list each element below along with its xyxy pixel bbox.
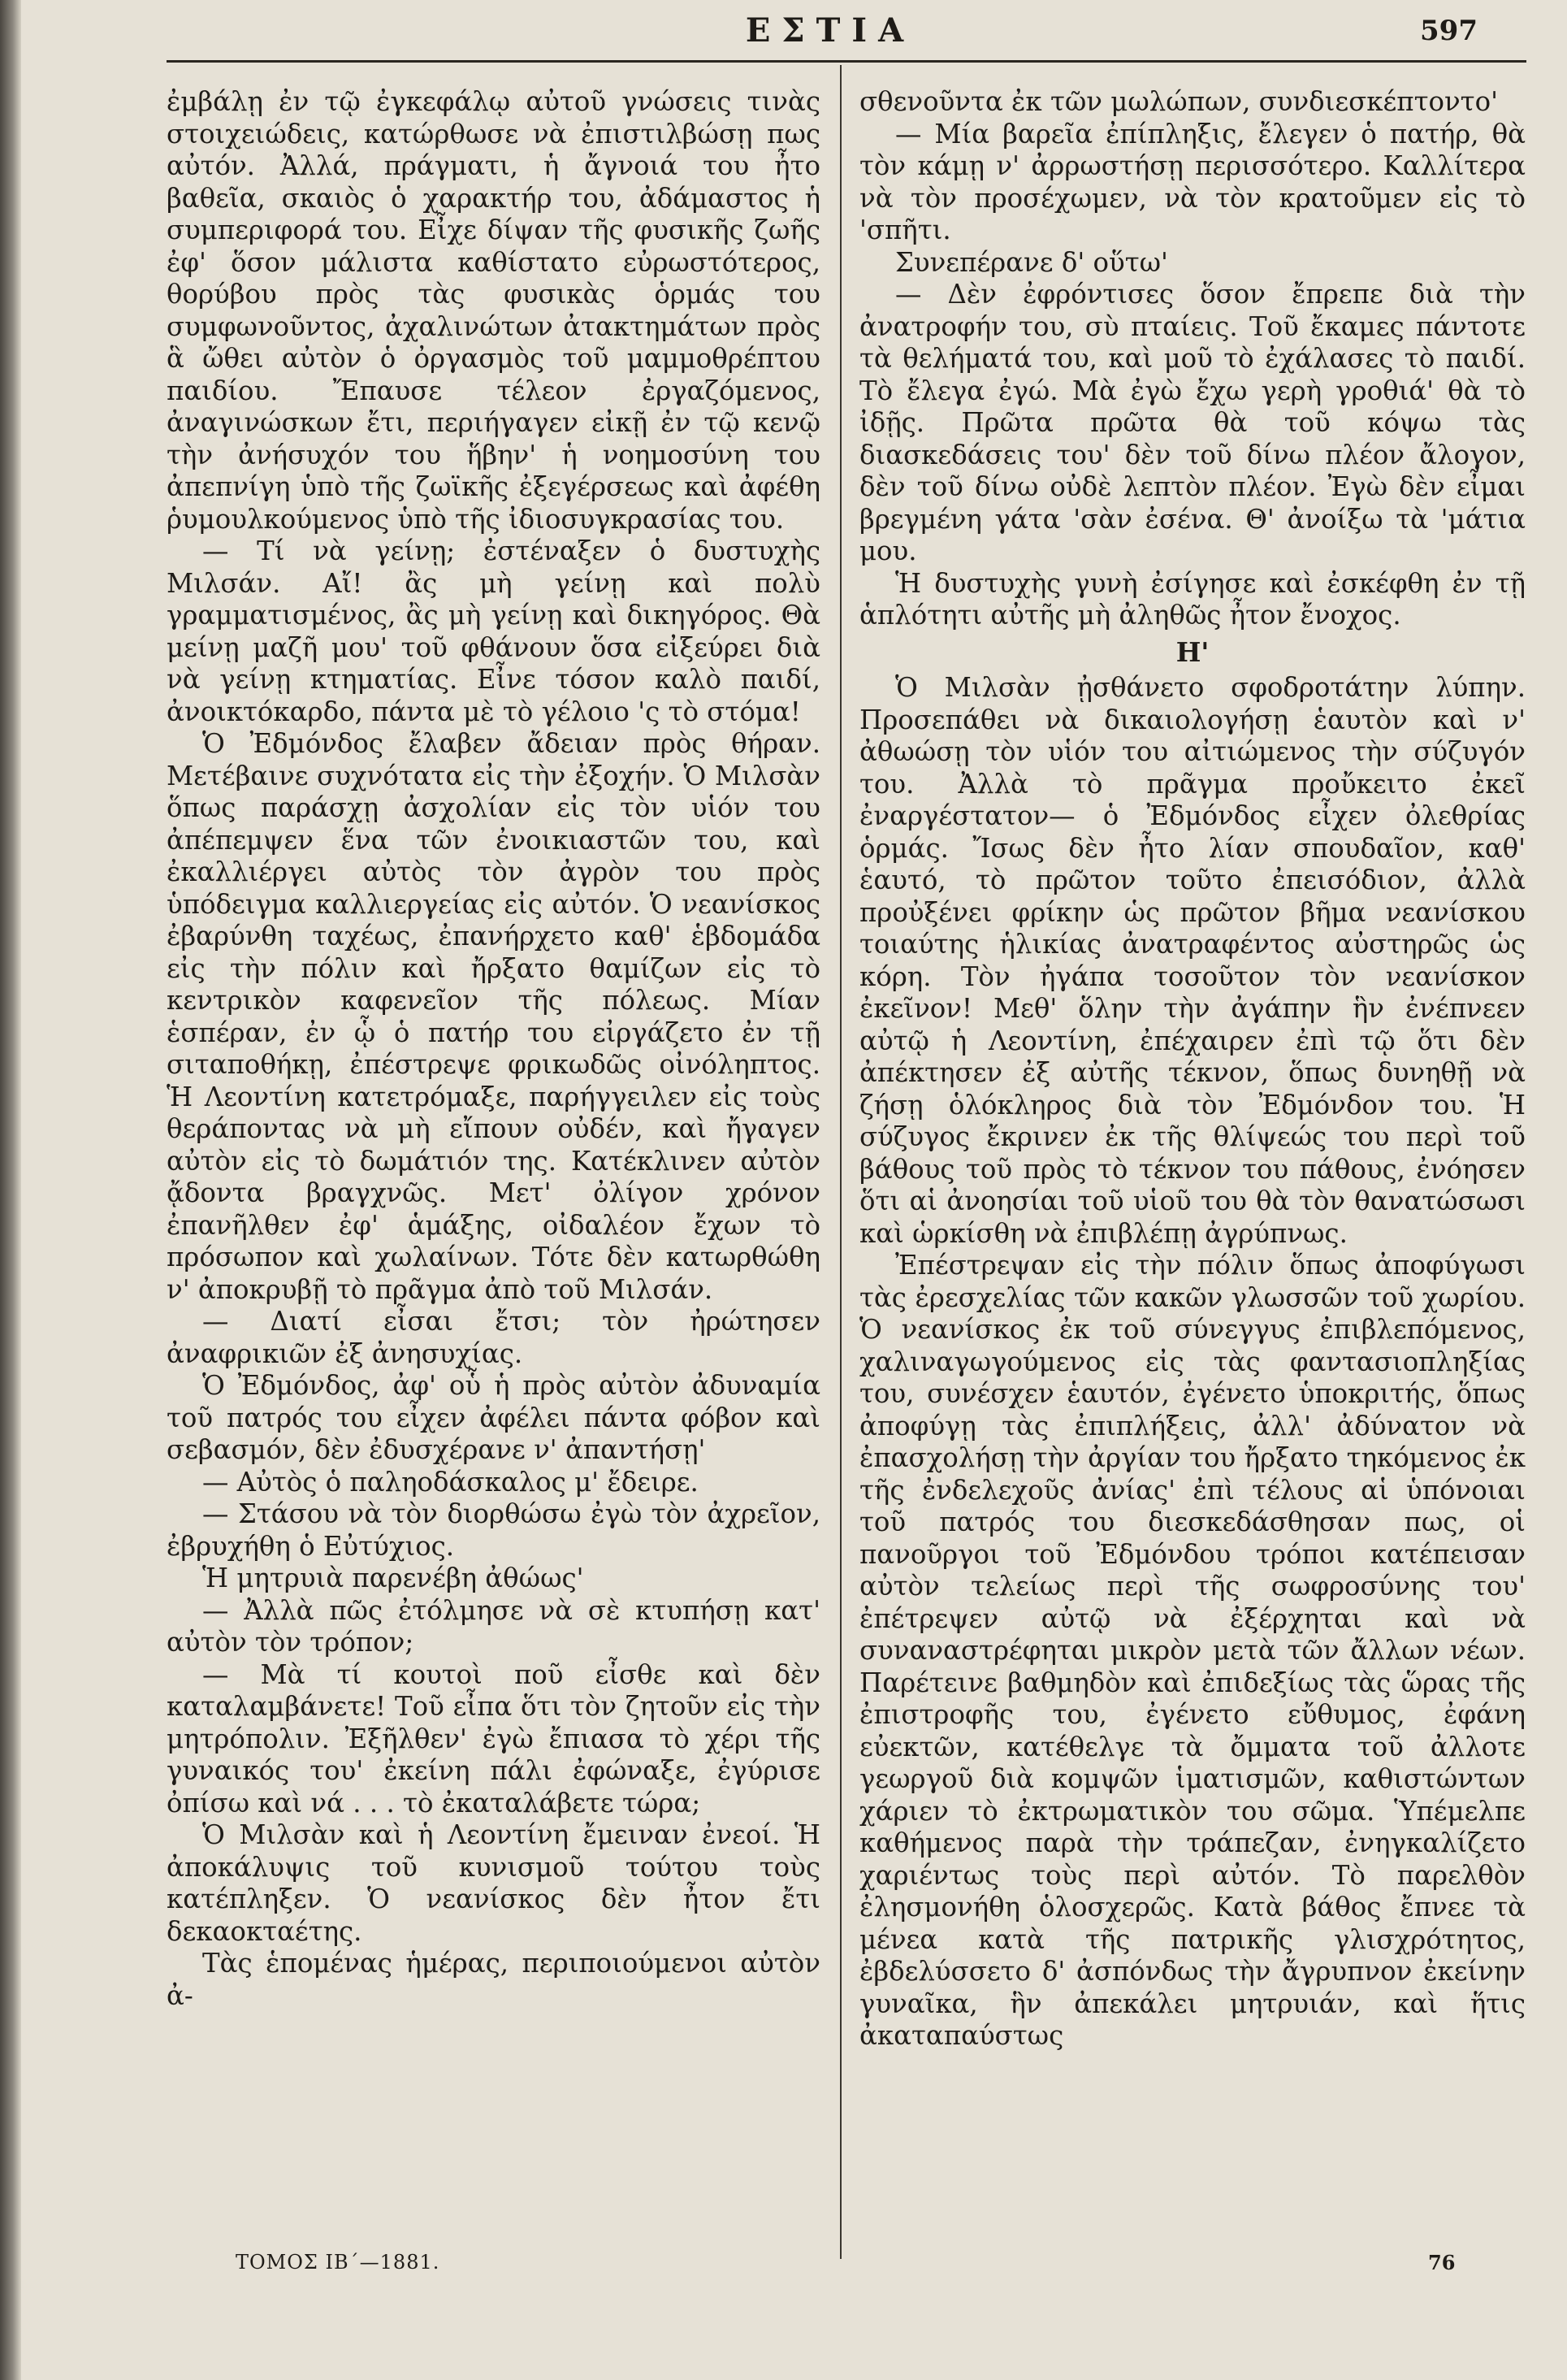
paragraph: — Μία βαρεῖα ἐπίπληξις, ἔλεγεν ὁ πατήρ, θὰ τὸν κάμῃ ν' ἀρρωστήσῃ περισσότερο. Καλλίτερα νὰ τὸν προσέχωμεν, νὰ τὸν κρατοῦμεν εἰς τὸ 'σπῆτι. (859, 118, 1526, 245)
paragraph: — Μὰ τί κουτοὶ ποῦ εἶσθε καὶ δὲν καταλαμβάνετε! Τοῦ εἶπα ὅτι τὸν ζητοῦν εἰς τὴν μητρόπολιν. Ἐξῆλθεν' ἐγὼ ἔπιασα τὸ χέρι τῆς γυναικός του' ἐκείνη πάλι ἐφώναξε, ἐγύρισε ὀπίσω καὶ νά . . . τὸ ἐκαταλάβετε τώρα; (167, 1658, 820, 1819)
paragraph: — Διατί εἶσαι ἔτσι; τὸν ἠρώτησεν ἀναφρικιῶν ἐξ ἀνησυχίας. (167, 1306, 820, 1369)
page-header (167, 11, 1494, 60)
volume-footer: ΤΟΜΟΣ ΙΒ΄—1881. (236, 2251, 440, 2274)
page-number: 597 (1420, 15, 1478, 47)
journal-title: ΕΣΤΙΑ (745, 11, 916, 50)
column-divider (840, 65, 842, 2259)
page-binding-edge (0, 0, 21, 2380)
left-column (167, 86, 820, 2012)
signature-mark: 76 (1428, 2251, 1456, 2274)
paragraph: ἐμβάλῃ ἐν τῷ ἐγκεφάλῳ αὐτοῦ γνώσεις τινὰς στοιχειώδεις, κατώρθωσε νὰ ἐπιστιλβώσῃ πως αὐτόν. Ἀλλά, πράγματι, ἡ ἄγνοιά του ἦτο βαθεῖα, σκαιὸς ὁ χαρακτήρ του, ἀδάμαστος ἡ συμπεριφορά του. Εἶχε δίψαν τῆς φυσικῆς ζωῆς ἐφ' ὅσον μάλιστα καθίστατο εὐρωστότερος, θορύβου πρὸς τὰς φυσικὰς ὁρμάς του συμφωνοῦντος, ἀχαλινώτων ἀτακτημάτων πρὸς ἃ ὤθει αὐτὸν ὁ ὀργασμὸς τοῦ μαμμοθρέπτου παιδίου. Ἔπαυσε τέλεον ἐργαζόμενος, ἀναγινώσκων ἔτι, περιήγαγεν εἰκῇ ἐν τῷ κενῷ τὴν ἀνήσυχόν του ἥβην' ἡ νοημοσύνη του ἀπεπνίγη ὑπὸ τῆς ζωϊκῆς ἐξεγέρσεως καὶ ἀφέθη ῥυμουλκούμενος ὑπὸ τῆς ἰδιοσυγκρασίας του. (167, 86, 820, 535)
paragraph: Ὁ Μιλσὰν ᾐσθάνετο σφοδροτάτην λύπην. Προσεπάθει νὰ δικαιολογήσῃ ἑαυτὸν καὶ ν' ἀθωώσῃ τὸν υἱόν του αἰτιώμενος τὴν σύζυγόν του. Ἀλλὰ τὸ πρᾶγμα προὔκειτο ἐκεῖ ἐναργέστατον— ὁ Ἐδμόνδος εἶχεν ὀλεθρίας ὁρμάς. Ἴσως δὲν ἦτο λίαν σπουδαῖον, καθ' ἑαυτό, τὸ πρῶτον τοῦτο ἐπεισόδιον, ἀλλὰ προὐξένει φρίκην ὡς πρῶτον βῆμα νεανίσκου τοιαύτης ἡλικίας ἀνατραφέντος αὐστηρῶς ὡς κόρη. Τὸν ἠγάπα τοσοῦτον τὸν νεανίσκον ἐκεῖνον! Μεθ' ὅλην τὴν ἀγάπην ἣν ἐνέπνεεν αὐτῷ ἡ Λεοντίνη, ἐπέχαιρεν ἐπὶ τῷ ὅτι δὲν ἀπέκτησεν ἐξ αὐτῆς τέκνον, ὅπως δυνηθῇ νὰ ζήσῃ ὁλόκληρος διὰ τὸν Ἐδμόνδον του. Ἡ σύζυγος ἔκρινεν ἐκ τῆς θλίψεώς του περὶ τοῦ βάθους τοῦ πρὸς τὸ τέκνον του πάθους, ἐνόησεν ὅτι αἱ ἀνοησίαι τοῦ υἱοῦ του θὰ τὸν θανατώσωσι καὶ ὡρκίσθη νὰ ἐπιβλέπῃ ἀγρύπνως. (859, 672, 1526, 1249)
header-rule (167, 60, 1526, 63)
paragraph: — Ἀλλὰ πῶς ἐτόλμησε νὰ σὲ κτυπήσῃ κατ' αὐτὸν τὸν τρόπον; (167, 1594, 820, 1658)
paragraph: — Δὲν ἐφρόντισες ὅσον ἔπρεπε διὰ τὴν ἀνατροφήν του, σὺ πταίεις. Τοῦ ἔκαμες πάντοτε τὰ θελήματά του, καὶ μοῦ τὸ ἐχάλασες τὸ παιδί. Τὸ ἔλεγα ἐγώ. Μὰ ἐγὼ ἔχω γερὴ γροθιά' θὰ τὸ ἰδῇς. Πρῶτα πρῶτα θὰ τοῦ κόψω τὰς διασκεδάσεις του' δὲν τοῦ δίνω πλέον ἄλογον, δὲν τοῦ δίνω οὐδὲ λεπτὸν πλέον. Ἐγὼ δὲν εἶμαι βρεγμένη γάτα 'σὰν ἐσένα. Θ' ἀνοίξω τὰ 'μάτια μου. (859, 279, 1526, 566)
paragraph: Ὁ Ἐδμόνδος, ἀφ' οὗ ἡ πρὸς αὐτὸν ἀδυναμία τοῦ πατρός του εἶχεν ἀφέλει πάντα φόβον καὶ σεβασμόν, δὲν ἐδυσχέρανε ν' ἀπαντήσῃ' (167, 1370, 820, 1465)
right-column (859, 86, 1526, 2053)
paragraph: — Τί νὰ γείνῃ; ἐστέναξεν ὁ δυστυχὴς Μιλσάν. Αἴ! ἂς μὴ γείνῃ καὶ πολὺ γραμματισμένος, ἂς μὴ γείνῃ καὶ δικηγόρος. Θὰ μείνῃ μαζῆ μου' τοῦ φθάνουν ὅσα εἰξεύρει διὰ νὰ γείνῃ κτηματίας. Εἶνε τόσον καλὸ παιδί, ἀνοικτόκαρδο, πάντα μὲ τὸ γέλοιο 'ς τὸ στόμα! (167, 535, 820, 727)
paragraph: Ἐπέστρεψαν εἰς τὴν πόλιν ὅπως ἀποφύγωσι τὰς ἐρεσχελίας τῶν κακῶν γλωσσῶν τοῦ χωρίου. Ὁ νεανίσκος ἐκ τοῦ σύνεγγυς ἐπιβλεπόμενος, χαλιναγωγούμενος εἰς τὰς φαντασιοπληξίας του, συνέσχεν ἑαυτόν, ἐγένετο ὑποκριτής, ὅπως ἀποφύγῃ τὰς ἐπιπλήξεις, ἀλλ' ἀδύνατον νὰ ἐπασχολήσῃ τὴν ἀργίαν του ἤρξατο τηκόμενος ἐκ τῆς ἐνδελεχοῦς ἀνίας' ἐπὶ τέλους αἱ ὑπόνοιαι τοῦ πατρός του διεσκεδάσθησαν πως, οἱ πανοῦργοι τοῦ Ἐδμόνδου τρόποι κατέπεισαν αὐτὸν τελείως περὶ τῆς σωφροσύνης του' ἐπέτρεψεν αὐτῷ νὰ ἐξέρχηται καὶ νὰ συναναστρέφηται μικρὸν μετὰ τῶν ἄλλων νέων. Παρέτεινε βαθμηδὸν καὶ ἐπιδεξίως τὰς ὥρας τῆς ἐπιστροφῆς του, ἐγένετο εὔθυμος, ἐφάνη εὐεκτῶν, κατέθελγε τὰ ὄμματα τοῦ ἀλλοτε γεωργοῦ διὰ κομψῶν ἱματισμῶν, καθιστώντων χάριεν τὸ ἐκτρωματικὸν του σῶμα. Ὑπέμελπε καθήμενος παρὰ τὴν τράπεζαν, ἐνηγκαλίζετο χαριέντως τοὺς περὶ αὐτόν. Τὸ παρελθὸν ἐλησμονήθη ὁλοσχερῶς. Κατὰ βάθος ἔπνεε τὰ μένεα κατὰ τῆς πατρικῆς γλισχρότητος, ἐβδελύσσετο δ' ἀσπόνδως τὴν ἄγρυπνον ἐκείνην γυναῖκα, ἣν ἀπεκάλει μητρυιάν, καὶ ἥτις ἀκαταπαύστως (859, 1250, 1526, 2051)
paragraph: — Αὐτὸς ὁ παληοδάσκαλος μ' ἔδειρε. (202, 1466, 699, 1498)
paragraph: Ὁ Ἐδμόνδος ἔλαβεν ἄδειαν πρὸς θήραν. Μετέβαινε συχνότατα εἰς τὴν ἐξοχήν. Ὁ Μιλσὰν ὅπως παράσχῃ ἀσχολίαν εἰς τὸν υἱόν του ἀπέπεμψεν ἕνα τῶν ἐνοικιαστῶν του, καὶ ἐκαλλιέργει αὐτὸς τὸν ἀγρὸν του πρὸς ὑπόδειγμα καλλιεργείας εἰς αὐτόν. Ὁ νεανίσκος ἐβαρύνθη ταχέως, ἐπανήρχετο καθ' ἑβδομάδα εἰς τὴν πόλιν καὶ ἤρξατο θαμίζων εἰς τὸ κεντρικὸν καφενεῖον τῆς πόλεως. Μίαν ἑσπέραν, ἐν ᾧ ὁ πατήρ του εἰργάζετο ἐν τῇ σιταποθήκῃ, ἐπέστρεψε φρικωδῶς οἰνόληπτος. Ἡ Λεοντίνη κατετρόμαξε, παρήγγειλεν εἰς τοὺς θεράποντας νὰ μὴ εἴπουν οὐδέν, καὶ ἤγαγεν αὐτὸν εἰς τὸ δωμάτιόν της. Κατέκλινεν αὐτὸν ᾄδοντα βραγχνῶς. Μετ' ὀλίγον χρόνον ἐπανῆλθεν ἐφ' ἁμάξης, οἰδαλέον ἔχων τὸ πρόσωπον καὶ χωλαίνων. Τότε δὲν κατωρθώθη ν' ἀποκρυβῇ τὸ πρᾶγμα ἀπὸ τοῦ Μιλσάν. (167, 728, 820, 1305)
paragraph: Ἡ μητρυιὰ παρενέβη ἀθώως' (202, 1563, 584, 1593)
paragraph: Τὰς ἑπομένας ἡμέρας, περιποιούμενοι αὐτὸν ἀ- (167, 1948, 820, 2011)
paragraph: σθενοῦντα ἐκ τῶν μωλώπων, συνδιεσκέπτοντο' (859, 86, 1499, 117)
paragraph: Ἡ δυστυχὴς γυνὴ ἐσίγησε καὶ ἐσκέφθη ἐν τῇ ἁπλότητι αὐτῆς μὴ ἀληθῶς ἦτον ἔνοχος. (859, 567, 1526, 631)
paragraph: Συνεπέρανε δ' οὕτω' (895, 246, 1168, 278)
paragraph: — Στάσου νὰ τὸν διορθώσω ἐγὼ τὸν ἀχρεῖον, ἐβρυχήθη ὁ Εὐτύχιος. (167, 1498, 820, 1562)
paragraph: Ὁ Μιλσὰν καὶ ἡ Λεοντίνη ἔμειναν ἐνεοί. Ἡ ἀποκάλυψις τοῦ κυνισμοῦ τούτου τοὺς κατέπληξεν. Ὁ νεανίσκος δὲν ἦτον ἔτι δεκαοκταέτης. (167, 1819, 820, 1947)
chapter-heading: Η' (1175, 636, 1210, 668)
